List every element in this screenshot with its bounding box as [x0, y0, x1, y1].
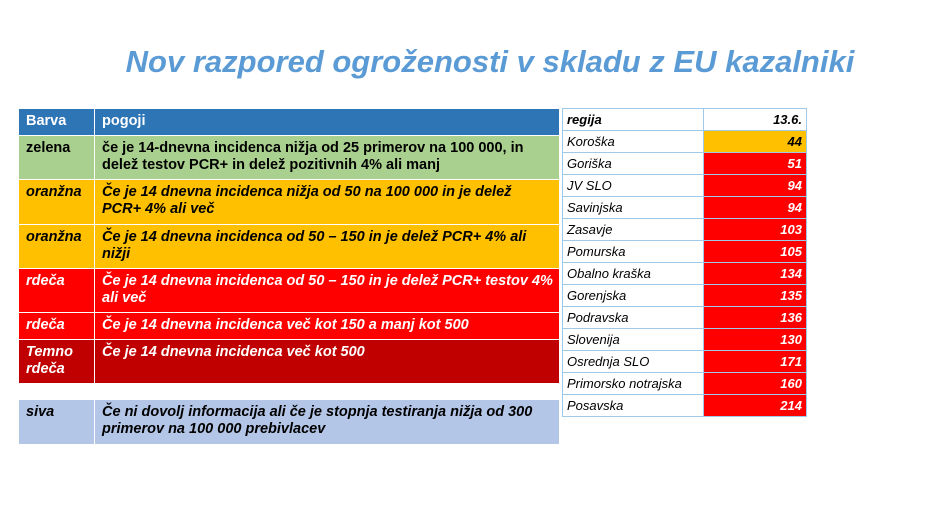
region-incidence-value: 171	[704, 351, 807, 373]
table-row	[563, 197, 807, 219]
region-incidence-value: 135	[704, 285, 807, 307]
criteria-condition-text: Če je 14 dnevna incidenca od 50 – 150 in je delež PCR+ testov 4% ali več	[95, 268, 560, 312]
criteria-condition-text: Če je 14 dnevna incidenca nižja od 50 na 100 000 in je delež PCR+ 4% ali več	[95, 180, 560, 224]
region-name: Koroška	[563, 131, 704, 153]
table-row	[563, 263, 807, 285]
criteria-color-label: oranžna	[19, 224, 95, 268]
table-row	[563, 307, 807, 329]
criteria-color-label: rdeča	[19, 268, 95, 312]
criteria-condition-text: če je 14-dnevna incidenca nižja od 25 primerov na 100 000, in delež testov PCR+ in delež pozitivnih 4% ali manj	[95, 136, 560, 180]
criteria-condition-text: Če je 14 dnevna incidenca od 50 – 150 in je delež PCR+ 4% ali nižji	[95, 224, 560, 268]
region-name: JV SLO	[563, 175, 704, 197]
table-row	[563, 329, 807, 351]
region-incidence-value: 51	[704, 153, 807, 175]
regions-header-region: regija	[563, 109, 704, 131]
table-spacer-row	[19, 384, 560, 400]
region-incidence-value: 105	[704, 241, 807, 263]
region-incidence-value: 44	[704, 131, 807, 153]
region-incidence-value: 136	[704, 307, 807, 329]
table-row	[563, 241, 807, 263]
regions-header-date: 13.6.	[704, 109, 807, 131]
table-row	[19, 268, 560, 312]
table-row	[563, 285, 807, 307]
regions-header-row	[563, 109, 807, 131]
table-row	[19, 340, 560, 384]
region-name: Goriška	[563, 153, 704, 175]
region-incidence-value: 134	[704, 263, 807, 285]
region-name: Podravska	[563, 307, 704, 329]
region-name: Pomurska	[563, 241, 704, 263]
region-name: Zasavje	[563, 219, 704, 241]
region-incidence-value: 214	[704, 395, 807, 417]
criteria-header-row	[19, 109, 560, 136]
table-row	[563, 153, 807, 175]
region-name: Obalno kraška	[563, 263, 704, 285]
table-row	[19, 400, 560, 444]
table-row	[563, 351, 807, 373]
criteria-condition-text: Če je 14 dnevna incidenca več kot 150 a manj kot 500	[95, 312, 560, 339]
region-name: Osrednja SLO	[563, 351, 704, 373]
criteria-color-label: siva	[19, 400, 95, 444]
table-row	[19, 180, 560, 224]
page-title: Nov razpored ogroženosti v skladu z EU kazalniki	[125, 44, 855, 79]
region-incidence-value: 160	[704, 373, 807, 395]
table-row	[19, 136, 560, 180]
criteria-color-label: rdeča	[19, 312, 95, 339]
region-incidence-value: 130	[704, 329, 807, 351]
table-row	[19, 224, 560, 268]
table-row	[563, 373, 807, 395]
table-spacer-cell	[19, 384, 560, 400]
table-row	[19, 312, 560, 339]
region-name: Gorenjska	[563, 285, 704, 307]
table-row	[563, 219, 807, 241]
criteria-condition-text: Če je 14 dnevna incidenca več kot 500	[95, 340, 560, 384]
region-name: Posavska	[563, 395, 704, 417]
region-name: Slovenija	[563, 329, 704, 351]
table-row	[563, 395, 807, 417]
criteria-header-condition: pogoji	[95, 109, 560, 136]
region-incidence-value: 94	[704, 175, 807, 197]
region-name: Savinjska	[563, 197, 704, 219]
criteria-color-label: zelena	[19, 136, 95, 180]
criteria-color-label: oranžna	[19, 180, 95, 224]
criteria-header-color: Barva	[19, 109, 95, 136]
region-incidence-value: 94	[704, 197, 807, 219]
table-row	[563, 131, 807, 153]
criteria-condition-text: Če ni dovolj informacija ali če je stopnja testiranja nižja od 300 primerov na 100 000 prebivlacev	[95, 400, 560, 444]
table-row	[563, 175, 807, 197]
criteria-color-label: Temno rdeča	[19, 340, 95, 384]
region-name: Primorsko notrajska	[563, 373, 704, 395]
regions-table	[562, 108, 807, 417]
criteria-table	[18, 108, 560, 445]
region-incidence-value: 103	[704, 219, 807, 241]
